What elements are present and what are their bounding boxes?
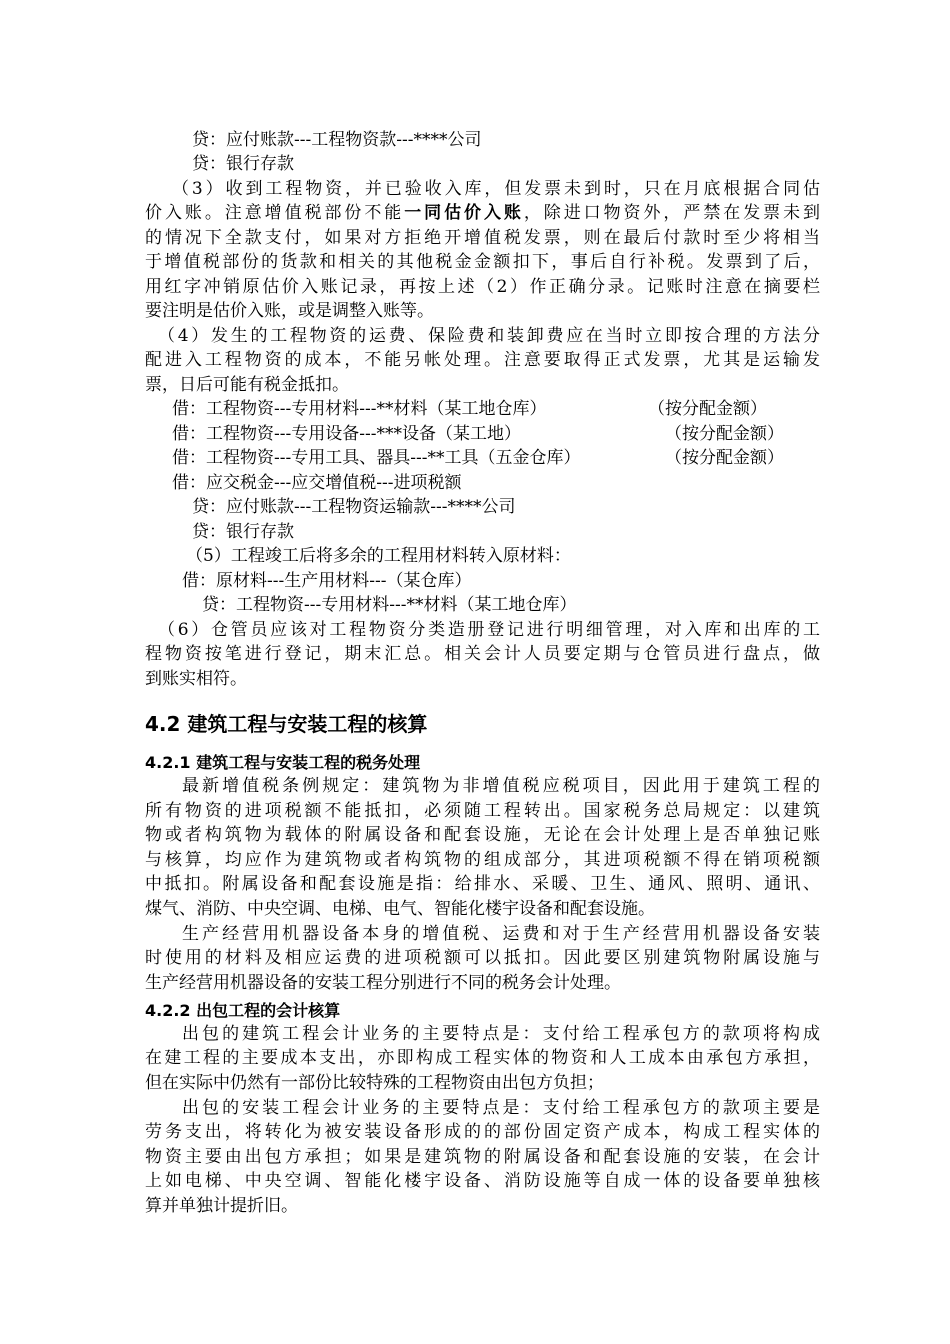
bold-phrase: 一同估价入账: [404, 203, 524, 223]
subsection-heading: 4.2.1 建筑工程与安装工程的税务处理: [145, 753, 421, 772]
paragraph-line: 煤气、消防、中央空调、电梯、电气、智能化楼宇设备和配套设施。: [145, 899, 655, 919]
text-line: 票，日后可能有税金抵扣。: [145, 375, 349, 395]
journal-amount: （按分配金额）: [665, 424, 784, 444]
text-line: 要注明是估价入账，或是调整入账等。: [145, 301, 434, 321]
paragraph-line: 中抵扣。附属设备和配套设施是指：给排水、采暖、卫生、通风、照明、通讯、: [145, 874, 820, 894]
text-line: 贷：银行存款: [192, 154, 294, 174]
journal-entry: 借：应交税金---应交增值税---进项税额: [172, 473, 462, 493]
paragraph-line: 最新增值税条例规定：建筑物为非增值税应税项目，因此用于建筑工程的: [182, 776, 820, 796]
journal-entry: 贷：工程物资---专用材料---**材料（某工地仓库）: [202, 595, 577, 615]
text-line: （5）工程竣工后将多余的工程用材料转入原材料：: [186, 546, 571, 566]
paragraph-line: 物或者构筑物为载体的附属设备和配套设施，无论在会计处理上是否单独记账: [145, 825, 820, 845]
paragraph-line: 出包的建筑工程会计业务的主要特点是：支付给工程承包方的款项将构成: [182, 1024, 820, 1044]
paragraph-line: 生产经营用机器设备本身的增值税、运费和对于生产经营用机器设备安装: [182, 924, 820, 944]
subsection-heading: 4.2.2 出包工程的会计核算: [145, 1001, 341, 1020]
paragraph-line: 算并单独计提折旧。: [145, 1196, 298, 1216]
journal-entry: 借：工程物资---专用设备---***设备（某工地）: [172, 424, 521, 444]
paragraph-line: 生产经营用机器设备的安装工程分别进行不同的税务会计处理。: [145, 973, 621, 993]
text-line: 的情况下全款支付，如果对方拒绝开增值税发票，则在最后付款时至少将相当: [145, 228, 820, 248]
text-line: 于增值税部份的货款和相关的其他税金金额扣下，事后自行补税。发票到了后，: [145, 252, 820, 272]
text-line: （6）仓管员应该对工程物资分类造册登记进行明细管理，对入库和出库的工: [158, 620, 820, 640]
text-line: （3）收到工程物资，并已验收入库，但发票未到时，只在月底根据合同估: [172, 179, 820, 199]
paragraph-line: 出包的安装工程会计业务的主要特点是：支付给工程承包方的款项主要是: [182, 1098, 820, 1118]
text-line: 到账实相符。: [145, 669, 247, 689]
section-heading: 4.2 建筑工程与安装工程的核算: [145, 712, 428, 736]
text-line: 程物资按笔进行登记，期末汇总。相关会计人员要定期与仓管员进行盘点，做: [145, 644, 820, 664]
paragraph-line: 物资主要由出包方承担；如果是建筑物的附属设备和配套设施的安装，在会计: [145, 1147, 820, 1167]
journal-entry: 借：工程物资---专用材料---**材料（某工地仓库）: [172, 399, 547, 419]
journal-amount: （按分配金额）: [648, 399, 767, 419]
journal-entry: 贷：银行存款: [192, 522, 294, 542]
paragraph-line: 上如电梯、中央空调、智能化楼宇设备、消防设施等自成一体的设备要单独核: [145, 1171, 820, 1191]
text-line: 价入账。注意增值税部份不能一同估价入账，除进口物资外，严禁在发票未到: [145, 203, 821, 223]
journal-entry: 借：工程物资---专用工具、器具---**工具（五金仓库）: [172, 448, 581, 468]
paragraph-line: 劳务支出，将转化为被安装设备形成的的部份固定资产成本，构成工程实体的: [145, 1122, 820, 1142]
journal-amount: （按分配金额）: [665, 448, 784, 468]
text-line: （4）发生的工程物资的运费、保险费和装卸费应在当时立即按合理的方法分: [158, 326, 820, 346]
text-line: 用红字冲销原估价入账记录，再按上述（2）作正确分录。记账时注意在摘要栏: [145, 277, 820, 297]
paragraph-line: 在建工程的主要成本支出，亦即构成工程实体的物资和人工成本由承包方承担，: [145, 1048, 820, 1068]
paragraph-line: 所有物资的进项税额不能抵扣，必须随工程转出。国家税务总局规定：以建筑: [145, 801, 820, 821]
paragraph-line: 但在实际中仍然有一部份比较特殊的工程物资由出包方负担；: [145, 1073, 604, 1093]
text-line: 贷：应付账款---工程物资款---****公司: [192, 130, 482, 150]
journal-entry: 借：原材料---生产用材料---（某仓库）: [182, 571, 472, 591]
text-line: 配进入工程物资的成本，不能另帐处理。注意要取得正式发票，尤其是运输发: [145, 350, 820, 370]
paragraph-line: 时使用的材料及相应运费的进项税额可以抵扣。因此要区别建筑物附属设施与: [145, 948, 820, 968]
paragraph-line: 与核算，均应作为建筑物或者构筑物的组成部分，其进项税额不得在销项税额: [145, 850, 820, 870]
journal-entry: 贷：应付账款---工程物资运输款---****公司: [192, 497, 516, 517]
